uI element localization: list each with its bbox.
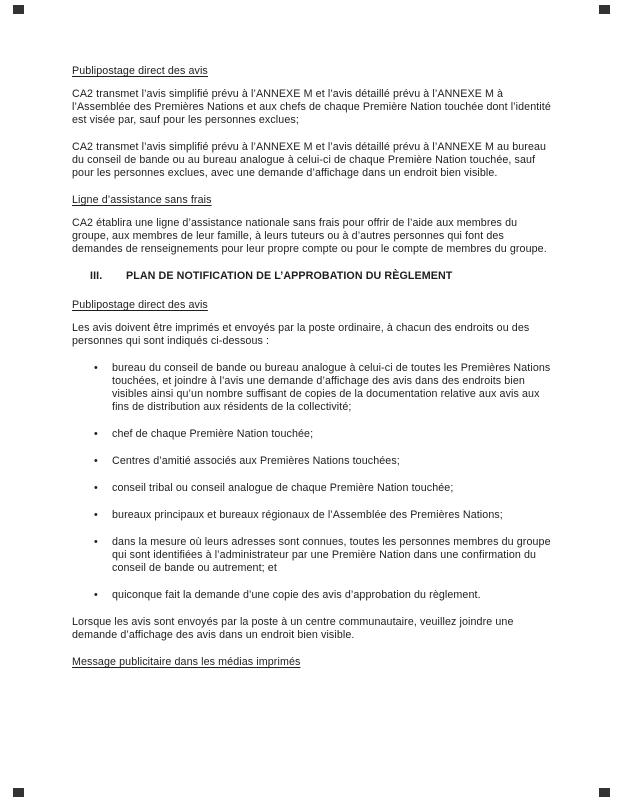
paragraph-community-centre: Lorsque les avis sont envoyés par la poste à un centre communautaire, veuillez joindre une demande d’affichage des avis dans un endroit bien visible. (72, 616, 514, 641)
bullet-icon: • (94, 509, 98, 521)
list-item (72, 589, 556, 602)
bullet-icon: • (94, 428, 98, 440)
heading-print-media-advertisement: Message publicitaire dans les médias imprimés (72, 656, 301, 668)
list-item (72, 428, 556, 441)
bullet-text: conseil tribal ou conseil analogue de chaque Première Nation touchée; (112, 482, 454, 494)
paragraph-ca2-annex-m-band-office: CA2 transmet l’avis simplifié prévu à l’ANNEXE M et l’avis détaillé prévu à l’ANNEXE M au bureau du conseil de bande ou au bureau analogue à celui-ci de chaque Première Nation touchée, sauf pour les personnes exclues, avec une demande d’affichage dans un endroit bien visible. (72, 141, 547, 179)
list-item (72, 482, 556, 495)
list-item (72, 455, 556, 468)
bullet-text: Centres d’amitié associés aux Premières Nations touchées; (112, 455, 400, 467)
paragraph-ca2-annex-m-chiefs: CA2 transmet l’avis simplifié prévu à l’ANNEXE M et l’avis détaillé prévu à l’ANNEXE M à l’Assemblée des Premières Nations et aux chefs de chaque Première Nation touchée dont l’identité est visée par, sauf pour les personnes exclues; (72, 88, 551, 126)
list-item (72, 362, 556, 414)
section-title: PLAN DE NOTIFICATION DE L’APPROBATION DU RÈGLEMENT (126, 270, 453, 282)
heading-direct-mailing-notices-1: Publipostage direct des avis (72, 65, 208, 77)
bullet-icon: • (94, 362, 98, 374)
corner-mark-icon (13, 788, 24, 797)
bullet-text: bureaux principaux et bureaux régionaux de l’Assemblée des Premières Nations; (112, 509, 503, 521)
section-heading-settlement-approval-plan (72, 270, 556, 283)
corner-mark-icon (599, 788, 610, 797)
recipients-bullet-list (72, 362, 556, 602)
corner-mark-icon (13, 5, 24, 14)
bullet-text: chef de chaque Première Nation touchée; (112, 428, 314, 440)
document-page (72, 65, 556, 679)
heading-direct-mailing-notices-2: Publipostage direct des avis (72, 299, 208, 311)
section-number: III. (90, 270, 103, 282)
bullet-icon: • (94, 455, 98, 467)
bullet-text: bureau du conseil de bande ou bureau analogue à celui-ci de toutes les Premières Nations touchées, et joindre à l’avis une demande d’affichage des avis dans des endroits bien visibles ainsi qu’un nombre suffisant de copies de la documentation relative aux avis aux fins de distribution aux résidents de la collectivité; (112, 362, 551, 413)
bullet-icon: • (94, 482, 98, 494)
paragraph-helpline: CA2 établira une ligne d’assistance nationale sans frais pour offrir de l’aide aux membres du groupe, aux membres de leur famille, à leurs tuteurs ou à d’autres personnes qui font des demandes de renseignements pour leur propre compte ou pour le compte de membres du groupe. (72, 217, 547, 255)
bullet-text: quiconque fait la demande d’une copie des avis d’approbation du règlement. (112, 589, 481, 601)
bullet-icon: • (94, 536, 98, 548)
heading-toll-free-helpline: Ligne d’assistance sans frais (72, 194, 212, 206)
corner-mark-icon (599, 5, 610, 14)
paragraph-notices-intro: Les avis doivent être imprimés et envoyés par la poste ordinaire, à chacun des endroits ou des personnes qui sont indiqués ci-dessous : (72, 322, 530, 347)
list-item (72, 509, 556, 522)
bullet-icon: • (94, 589, 98, 601)
list-item (72, 536, 556, 575)
bullet-text: dans la mesure où leurs adresses sont connues, toutes les personnes membres du groupe qui sont identifiées à l’administrateur par une Première Nation dans une confirmation du conseil de bande ou autrement; et (112, 536, 551, 574)
